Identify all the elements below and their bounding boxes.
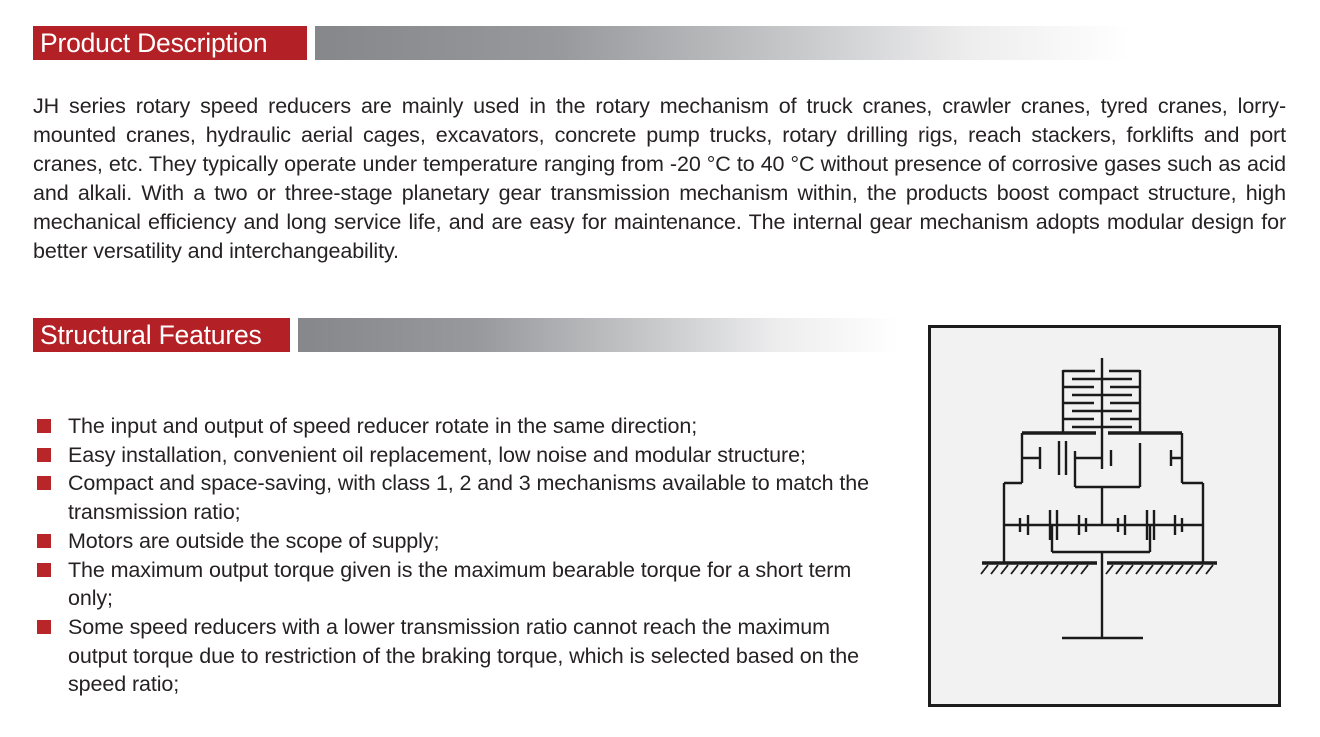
structural-features-header (33, 318, 898, 352)
product-description-header (33, 26, 1130, 60)
product-description-paragraph: JH series rotary speed reducers are mainly used in the rotary mechanism of truck cranes, crawler cranes, tyred cranes, lorry-mounted cranes, hydraulic aerial cages, excavators, concrete pump trucks, rotary drilling rigs, reach stackers, forklifts and port cranes, etc. They typically operate under temperature ranging from -20 °C to 40 °C without presence of corrosive gases such as acid and alkali. With a two or three-stage planetary gear transmission mechanism within, the products boost compact structure, high mechanical efficiency and long service life, and are easy for maintenance. The internal gear mechanism adopts modular design for better versatility and interchangeability. (33, 94, 1286, 263)
stage2-carrier-bracket (1052, 525, 1150, 552)
feature-item (37, 441, 875, 470)
product-description-title: Product Description (33, 26, 307, 60)
feature-text: The input and output of speed reducer rotate in the same direction; (68, 414, 698, 438)
feature-text: Easy installation, convenient oil replacement, low noise and modular structure; (68, 442, 806, 467)
feature-item (37, 412, 875, 441)
bullet-square-icon (37, 448, 51, 462)
stage1-carrier-bracket (1075, 443, 1140, 525)
feature-text: Some speed reducers with a lower transmission ratio cannot reach the maximum output torque due to restriction of the braking torque, which is selected based on the speed ratio; (68, 614, 859, 697)
feature-item (37, 469, 875, 526)
feature-text: The maximum output torque given is the maximum bearable torque for a short term only; (68, 557, 852, 611)
bullet-square-icon (37, 563, 51, 577)
ground-hatching (981, 563, 1217, 574)
gear-schematic-diagram-box (928, 325, 1281, 707)
feature-item (37, 556, 875, 613)
feature-text: Motors are outside the scope of supply; (68, 528, 440, 553)
feature-item (37, 527, 875, 556)
planetary-gear-schematic-icon (931, 328, 1278, 704)
header-gradient-bar (315, 26, 1130, 60)
output-shaft (1062, 552, 1143, 638)
bullet-square-icon (37, 534, 51, 548)
bullet-square-icon (37, 620, 51, 634)
feature-item (37, 613, 875, 699)
feature-text: Compact and space-saving, with class 1, 2 and 3 mechanisms available to match the transmission ratio; (68, 471, 869, 525)
stage1-housing (1004, 433, 1203, 563)
structural-features-list (37, 412, 875, 699)
structural-features-title: Structural Features (33, 318, 290, 352)
stage2-gear-row (1004, 510, 1203, 540)
header-gradient-bar (298, 318, 898, 352)
bullet-square-icon (37, 419, 51, 433)
bullet-square-icon (37, 476, 51, 490)
